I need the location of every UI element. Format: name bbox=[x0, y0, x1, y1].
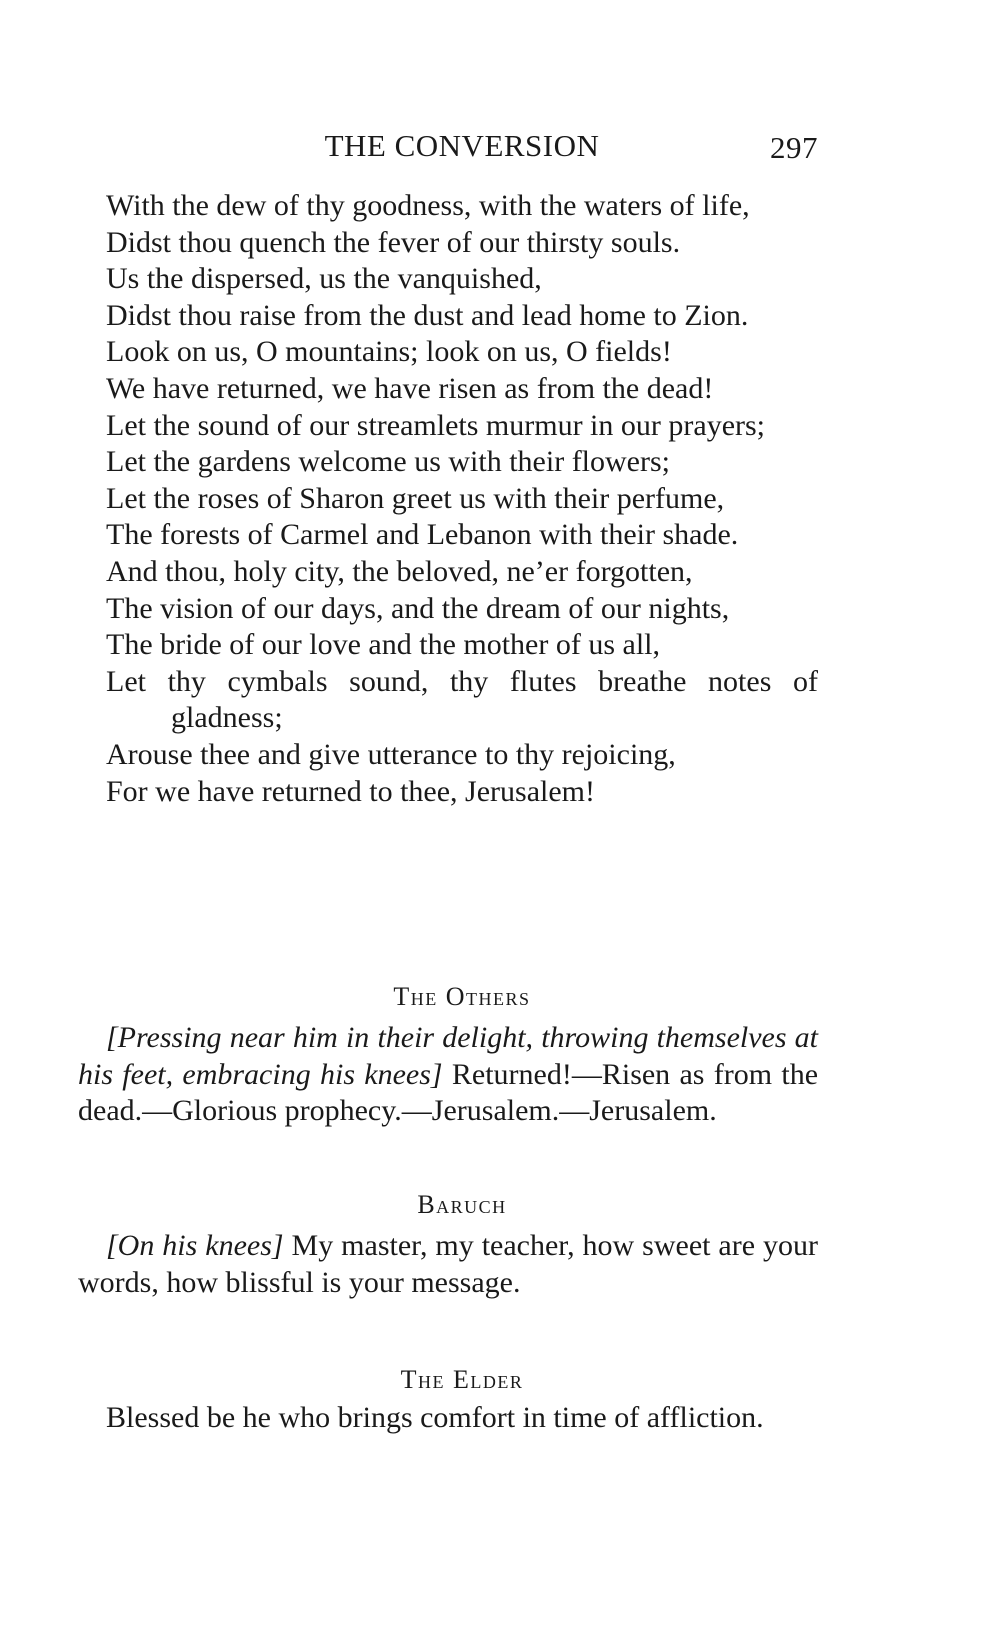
verse-line: Let the sound of our streamlets murmur in our prayers; bbox=[106, 408, 766, 442]
speaker-the-elder: The Elder bbox=[400, 1365, 524, 1394]
speech-text: My master, my teacher, how sweet are your words, how blissful is your message. bbox=[78, 1229, 819, 1299]
running-head bbox=[106, 128, 818, 172]
speech-the-elder: Blessed be he who brings comfort in time of affliction. bbox=[106, 1401, 764, 1434]
verse-line: Let the roses of Sharon greet us with their perfume, bbox=[106, 481, 725, 515]
verse-line: We have returned, we have risen as from the dead! bbox=[106, 371, 714, 405]
verse-line: The forests of Carmel and Lebanon with their shade. bbox=[106, 518, 739, 552]
stage-direction: [Pressing near him in their delight, throwing themselves at his feet, embracing his knees] bbox=[78, 1021, 818, 1091]
verse-block bbox=[106, 188, 818, 810]
verse-line: Us the dispersed, us the vanquished, bbox=[106, 262, 542, 296]
verse-line: Let thy cymbals sound, thy flutes breathe notes of gladness; bbox=[106, 664, 818, 735]
page-number: 297 bbox=[770, 130, 818, 165]
speech-text: Returned!—Risen as from the dead.—Glorious prophecy.—Jerusalem.—Jerusalem. bbox=[78, 1057, 819, 1128]
verse-line: Look on us, O mountains; look on us, O fields! bbox=[106, 335, 672, 369]
verse-line: Didst thou quench the fever of our thirsty souls. bbox=[106, 225, 681, 259]
verse-line: Didst thou raise from the dust and lead home to Zion. bbox=[106, 298, 749, 332]
stage-direction: [On his knees] bbox=[106, 1229, 284, 1262]
running-title: THE CONVERSION bbox=[324, 128, 600, 163]
speaker-the-others: The Others bbox=[393, 982, 531, 1011]
verse-line: And thou, holy city, the beloved, ne’er forgotten, bbox=[106, 554, 693, 588]
verse-line: The bride of our love and the mother of us all, bbox=[106, 628, 661, 662]
verse-line: The vision of our days, and the dream of our nights, bbox=[106, 591, 730, 625]
verse-line: For we have returned to thee, Jerusalem! bbox=[106, 774, 595, 808]
speaker-baruch: Baruch bbox=[417, 1190, 507, 1219]
verse-line: With the dew of thy goodness, with the waters of life, bbox=[106, 189, 750, 222]
speech-baruch bbox=[78, 1228, 818, 1301]
speech-the-others bbox=[78, 1020, 818, 1130]
verse-line: Let the gardens welcome us with their flowers; bbox=[106, 445, 670, 479]
verse-line: Arouse thee and give utterance to thy rejoicing, bbox=[106, 737, 676, 771]
